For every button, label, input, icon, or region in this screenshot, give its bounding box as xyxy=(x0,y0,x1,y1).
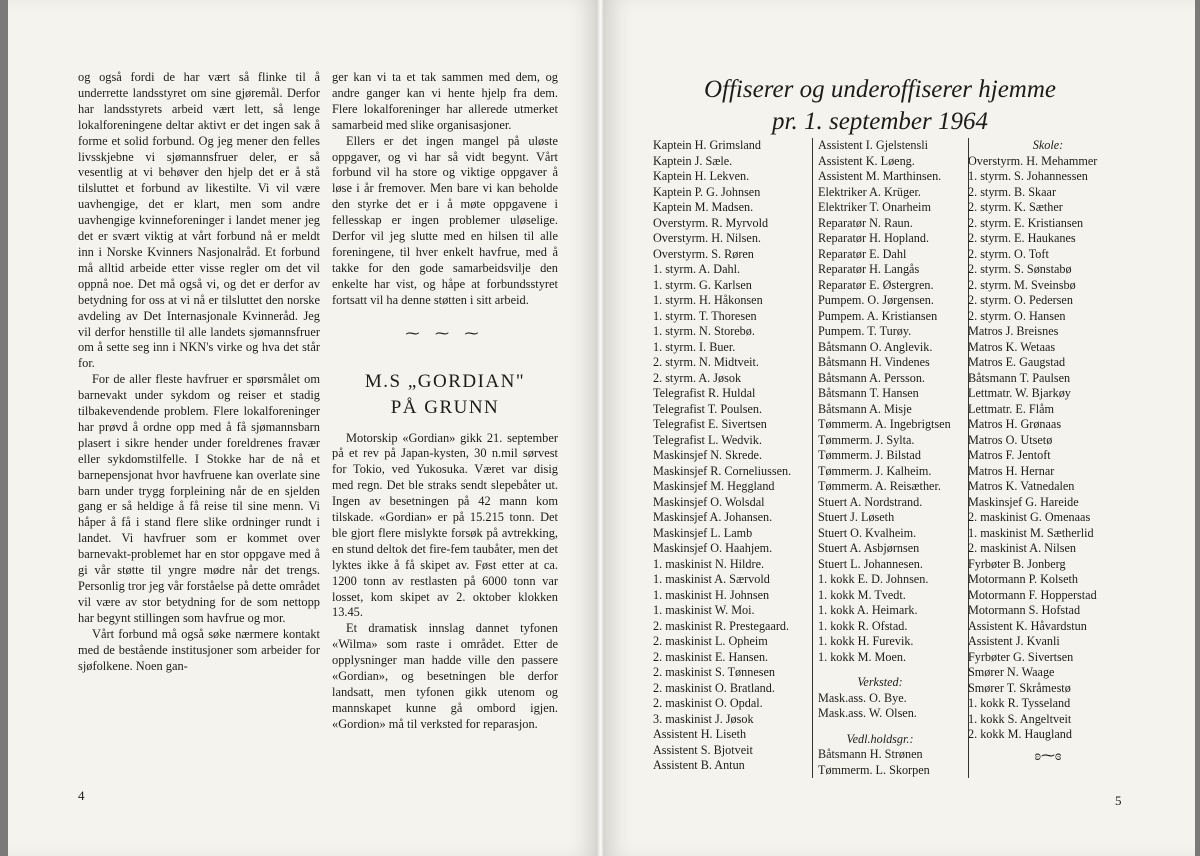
roster-entry: Telegrafist T. Poulsen. xyxy=(653,401,763,416)
roster-entry: 2. maskinist O. Bratland. xyxy=(653,680,775,695)
roster-entry: Assistent K. Håvardstun xyxy=(968,618,1087,633)
roster-entry: 1. kokk M. Moen. xyxy=(818,649,907,664)
roster-entry: Matros O. Utsetø xyxy=(968,432,1053,447)
roster-entry: Kaptein P. G. Johnsen xyxy=(653,184,761,199)
roster-entry: Stuert J. Løseth xyxy=(818,510,895,524)
article-headline xyxy=(332,369,558,421)
roster-entry: Telegrafist L. Wedvik. xyxy=(653,432,762,447)
roster-entry: Matros H. Grønaas xyxy=(968,417,1062,431)
roster-entry: 2. maskinist S. Tønnesen xyxy=(653,665,775,679)
roster-entry: 3. maskinist J. Jøsok xyxy=(653,711,754,726)
roster-entry: 2. styrm. O. Pedersen xyxy=(968,293,1073,307)
roster-entry: Overstyrm. S. Røren xyxy=(653,246,754,261)
roster-entry: Assistent B. Antun xyxy=(653,758,745,772)
roster-entry: Matros E. Gaugstad xyxy=(968,355,1066,369)
roster-entry: 2. styrm. E. Kristiansen xyxy=(968,215,1084,230)
roster-entry: Båtsmann T. Hansen xyxy=(818,386,919,400)
roster-entry: Matros F. Jentoft xyxy=(968,448,1051,462)
roster-entry: Maskinsjef A. Johansen. xyxy=(653,510,773,524)
roster-entry: 1. styrm. T. Thoresen xyxy=(653,308,757,323)
headline-line-2: PÅ GRUNN xyxy=(390,396,500,418)
roster-entry: Matros J. Breisnes xyxy=(968,324,1059,338)
left-page-column-a xyxy=(78,70,320,674)
roster-title-line-1: Offiserer og underoffiserer hjemme xyxy=(703,76,1057,103)
roster-entry: 1. kokk R. Ofstad. xyxy=(818,618,908,633)
headline-line-1: M.S „GORDIAN" xyxy=(364,370,526,392)
roster-entry: Stuert A. Asbjørnsen xyxy=(818,541,920,555)
roster-entry: 2. maskinist L. Opheim xyxy=(653,634,768,648)
roster-entry: Overstyrm. H. Nilsen. xyxy=(653,231,761,245)
roster-entry: 1. kokk E. D. Johnsen. xyxy=(818,572,929,586)
roster-entry: Assistent I. Gjelstensli xyxy=(818,138,929,152)
roster-entry: Stuert O. Kvalheim. xyxy=(818,525,917,540)
roster-entry: Maskinsjef G. Hareide xyxy=(968,494,1079,509)
roster-entry: Elektriker A. Krüger. xyxy=(818,184,921,199)
roster-entry: Maskinsjef L. Lamb xyxy=(653,525,753,540)
paragraph: Motorskip «Gordian» gikk 21. september på et rev på Japan-kysten, 30 n.mil sørvest for Tokio, ved Yukosuka. Været var disig med regn. Det ble straks sendt slepebåter ut. Ingen av besetningen på 42 mann kom tilskade. «Gordian» er på 15.215 tonn. Det ble gjort flere mislykte forsøk på avtrekking, en stund deltok det fire-fem taubåter, men det lyktes ikke å få skipet av. Føst etter at ca. 1200 tonn av restlasten på 6000 tonn var losset, kom skipet av 2. oktober klokken 13.45. xyxy=(332,430,558,620)
roster-entry: Matros K. Wetaas xyxy=(968,339,1056,354)
paragraph: og også fordi de har vært så flinke til å underrette landsstyret om sine gjøremål. Derfor har landsstyrets arbeid vært lett, så lenge lokalforeningene deltar aktivt er det ingen sak å forme et solid forbund. Og jeg mener den felles livsskjebne vi sjømannsfruer deler, er så vesentlig at vi behøver den hjelp det er å stå tilsluttet et forbund av likestilte. Vi vil være uavhengige, det er klart, men som andre uavhengige kvinneforeninger i landet mener jeg det er svært viktig at vårt forbund nå er meldt inn i Norske Kvinners Nasjonalråd. Et forbund må alltid arbeide etter visse regler om det vil oppnå noe. Det må også vi, og det er derfor av betydning for oss at vi nå er tilsluttet den norske avdeling av Det Internasjonale Kvinneråd. Jeg vil derfor henstille til alle landets sjømannsfruer om å sette seg inn i NKN's virke og hva det står for. xyxy=(78,70,320,371)
roster-entry: 1. kokk R. Tysseland xyxy=(968,696,1071,710)
roster-entry: 1. styrm. A. Dahl. xyxy=(653,262,741,276)
roster-entry: Stuert A. Nordstrand. xyxy=(818,494,923,509)
roster-entry: Mask.ass. W. Olsen. xyxy=(818,706,917,720)
roster-entry: 2. styrm. O. Toft xyxy=(968,246,1049,261)
roster-column-3 xyxy=(968,138,1128,764)
roster-entry: 2. styrm. S. Sønstabø xyxy=(968,262,1072,276)
paragraph: Et dramatisk innslag dannet tyfonen «Wilma» som raste i området. Etter de opplysninger man hadde ville den passere «Gordian», og besetningen ble derfor landsatt, men tyfonen gikk utenom og mannskapet kunne gå ombord igjen. «Gordion» må til verksted for reparasjon. xyxy=(332,621,558,731)
end-ornament: ʚ⁓ɞ xyxy=(1034,748,1062,764)
roster-entry: Maskinsjef R. Corneliussen. xyxy=(653,463,792,478)
roster-entry: 2. styrm. A. Jøsok xyxy=(653,370,742,385)
paragraph: ger kan vi ta et tak sammen med dem, og andre ganger kan vi hente hjelp fra dem. Flere lokalforeninger har allerede utmerket samarbeid med slike organisasjoner. xyxy=(332,70,558,132)
roster-entry: Båtsmann H. Strønen xyxy=(818,747,923,761)
roster-entry: 2. styrm. M. Sveinsbø xyxy=(968,277,1076,292)
roster-entry: Båtsmann H. Vindenes xyxy=(818,355,930,369)
roster-entry: Matros H. Hernar xyxy=(968,463,1055,478)
roster-entry: Båtsmann A. Misje xyxy=(818,401,912,416)
roster-entry: 1. kokk S. Angeltveit xyxy=(968,711,1072,726)
roster-title-line-2: pr. 1. september 1964 xyxy=(772,108,988,135)
skole-heading: Skole: xyxy=(1032,138,1064,152)
roster-entry: Smører T. Skråmestø xyxy=(968,680,1071,695)
roster-entry: Kaptein H. Grimsland xyxy=(653,138,761,152)
roster-entry: 2. maskinist R. Prestegaard. xyxy=(653,618,790,633)
roster-entry: 1. maskinist A. Særvold xyxy=(653,572,770,586)
roster-column-2 xyxy=(812,138,969,778)
section-ornament: ⁓ ⁓ ⁓ xyxy=(405,326,485,342)
roster-entry: Smører N. Waage xyxy=(968,665,1055,679)
roster-entry: Mask.ass. O. Bye. xyxy=(818,690,907,705)
paragraph: For de aller fleste havfruer er spørsmålet om barnevakt under sykdom og reiser et stadig tilbakevendende problem. Flere lokalforeninger har prøvd å ordne opp med å få sjømannsbarn plasert i sikre hender under foreldrenes fravær eller sykdomstilfelle. I Stokke har de nå et barnepensjonat hvor havfruene kan overlate sine barn under trygg forpleining når de en sjelden gang er så heldige å få reise til sine menn. Vi håper å få i stand flere slike ordninger rundt i landet. Vi havfruer som er kommet over barnevakt-problemet har en stor oppgave med å gi vår støtte til yngre mødre når det trengs. Personlig tror jeg vår forståelse på dette området vil være av stor betydning for de som nettopp har begynt stillingen som havfrue og mor. xyxy=(78,372,320,625)
roster-entry: 2. maskinist G. Omenaas xyxy=(968,510,1091,524)
roster-entry: Pumpem. O. Jørgensen. xyxy=(818,293,934,307)
roster-entry: Kaptein M. Madsen. xyxy=(653,200,754,214)
roster-entry: Kaptein J. Sæle. xyxy=(653,153,733,168)
verksted-heading: Verksted: xyxy=(857,675,903,689)
roster-entry: Motormann S. Hofstad xyxy=(968,603,1081,617)
roster-entry: 1. styrm. S. Johannessen xyxy=(968,169,1088,183)
roster-entry: 1. kokk H. Furevik. xyxy=(818,634,914,648)
roster-entry: 1. maskinist H. Johnsen xyxy=(653,587,770,602)
roster-entry: Tømmerm. J. Bilstad xyxy=(818,448,921,462)
roster-entry: Assistent H. Liseth xyxy=(653,727,747,741)
roster-entry: 1. maskinist N. Hildre. xyxy=(653,556,765,571)
roster-entry: 2. styrm. B. Skaar xyxy=(968,184,1057,199)
roster-entry: 1. styrm. N. Storebø. xyxy=(653,324,755,338)
roster-entry: 1. kokk M. Tvedt. xyxy=(818,587,906,602)
roster-entry: Lettmatr. W. Bjarkøy xyxy=(968,386,1071,400)
roster-entry: Maskinsjef M. Heggland xyxy=(653,479,775,493)
roster-entry: Pumpem. A. Kristiansen xyxy=(818,308,938,323)
paragraph: Ellers er det ingen mangel på uløste oppgaver, og vi har så vidt begynt. Vårt forbund vil ha store og viktige oppgaver å løse i år fremover. Men bare vi kan beholde den styrke det er i å møte oppgavene i fellesskap er ingen problemer uløselige. Derfor vil jeg slutte med en hilsen til alle foreningene, til hver enkelt havfrue, med å takke for den gode samarbeidsvilje den enkelte har vist, og håpe at forbundsstyret fortsatt vil ha denne støtten i sitt arbeid. xyxy=(332,133,558,307)
roster-entry: Overstyrm. R. Myrvold xyxy=(653,215,769,230)
roster-entry: Båtsmann A. Persson. xyxy=(818,370,925,385)
roster-entry: Kaptein H. Lekven. xyxy=(653,169,750,183)
roster-entry: 2. kokk M. Haugland xyxy=(968,727,1072,741)
roster-entry: Assistent M. Marthinsen. xyxy=(818,169,942,183)
roster-entry: 1. styrm. H. Håkonsen xyxy=(653,293,763,307)
roster-entry: 2. styrm. K. Sæther xyxy=(968,200,1063,214)
roster-entry: 1. maskinist M. Sætherlid xyxy=(968,525,1094,540)
roster-entry: Reparatør H. Hopland. xyxy=(818,231,930,245)
roster-entry: Pumpem. T. Turøy. xyxy=(818,324,912,338)
roster-entry: 2. maskinist A. Nilsen xyxy=(968,541,1076,555)
roster-entry: Overstyrm. H. Mehammer xyxy=(968,153,1098,168)
page-number-left: 4 xyxy=(78,788,85,803)
roster-entry: 1. styrm. G. Karlsen xyxy=(653,277,752,292)
roster-entry: Assistent J. Kvanli xyxy=(968,634,1060,648)
roster-entry: 2. styrm. O. Hansen xyxy=(968,308,1066,323)
roster-entry: Fyrbøter G. Sivertsen xyxy=(968,649,1074,664)
roster-entry: 2. styrm. E. Haukanes xyxy=(968,231,1076,245)
roster-entry: Reparatør E. Dahl xyxy=(818,246,907,261)
roster-column-1 xyxy=(653,138,805,774)
roster-entry: Stuert L. Johannesen. xyxy=(818,556,923,571)
roster-entry: Tømmerm. J. Kalheim. xyxy=(818,463,932,478)
roster-entry: Reparatør H. Langås xyxy=(818,262,920,276)
roster-entry: Assistent S. Bjotveit xyxy=(653,742,753,757)
roster-entry: Båtsmann T. Paulsen xyxy=(968,370,1071,385)
roster-entry: 2. maskinist O. Opdal. xyxy=(653,696,763,710)
roster-entry: Elektriker T. Onarheim xyxy=(818,200,931,214)
roster-entry: 2. maskinist E. Hansen. xyxy=(653,649,769,664)
roster-entry: Tømmerm. A. Ingebrigtsen xyxy=(818,417,951,431)
roster-entry: Motormann F. Hopperstad xyxy=(968,587,1097,602)
paragraph: Vårt forbund må også søke nærmere kontakt med de bestående institusjoner som arbeider for sjøfolkene. Noen gan- xyxy=(78,626,320,673)
roster-entry: Tømmerm. L. Skorpen xyxy=(818,762,930,777)
roster-entry: Tømmerm. A. Reisæther. xyxy=(818,479,941,493)
vedlikeholdsgruppe-heading: Vedl.holdsgr.: xyxy=(846,731,914,746)
roster-entry: 1. maskinist W. Moi. xyxy=(653,603,755,617)
roster-entry: Motormann P. Kolseth xyxy=(968,572,1079,586)
roster-entry: Lettmatr. E. Flåm xyxy=(968,401,1054,416)
roster-entry: Telegrafist R. Huldal xyxy=(653,386,756,400)
roster-entry: Maskinsjef N. Skrede. xyxy=(653,448,762,462)
page-number-right: 5 xyxy=(1115,793,1122,808)
roster-entry: Telegrafist E. Sivertsen xyxy=(653,417,767,431)
roster-entry: Assistent K. Løeng. xyxy=(818,153,915,168)
roster-entry: 2. styrm. N. Midtveit. xyxy=(653,355,759,369)
roster-entry: Reparatør E. Østergren. xyxy=(818,277,934,292)
roster-entry: Matros K. Vatnedalen xyxy=(968,479,1075,493)
roster-entry: Fyrbøter B. Jonberg xyxy=(968,556,1066,571)
roster-entry: Maskinsjef O. Haahjem. xyxy=(653,541,773,555)
roster-entry: Reparatør N. Raun. xyxy=(818,215,913,230)
left-page-column-b xyxy=(332,70,558,733)
roster-entry: 1. styrm. I. Buer. xyxy=(653,339,736,354)
roster-entry: Tømmerm. J. Sylta. xyxy=(818,432,915,447)
roster-entry: Maskinsjef O. Wolsdal xyxy=(653,494,765,509)
roster-entry: 1. kokk A. Heimark. xyxy=(818,603,918,617)
roster-entry: Båtsmann O. Anglevik. xyxy=(818,339,933,354)
